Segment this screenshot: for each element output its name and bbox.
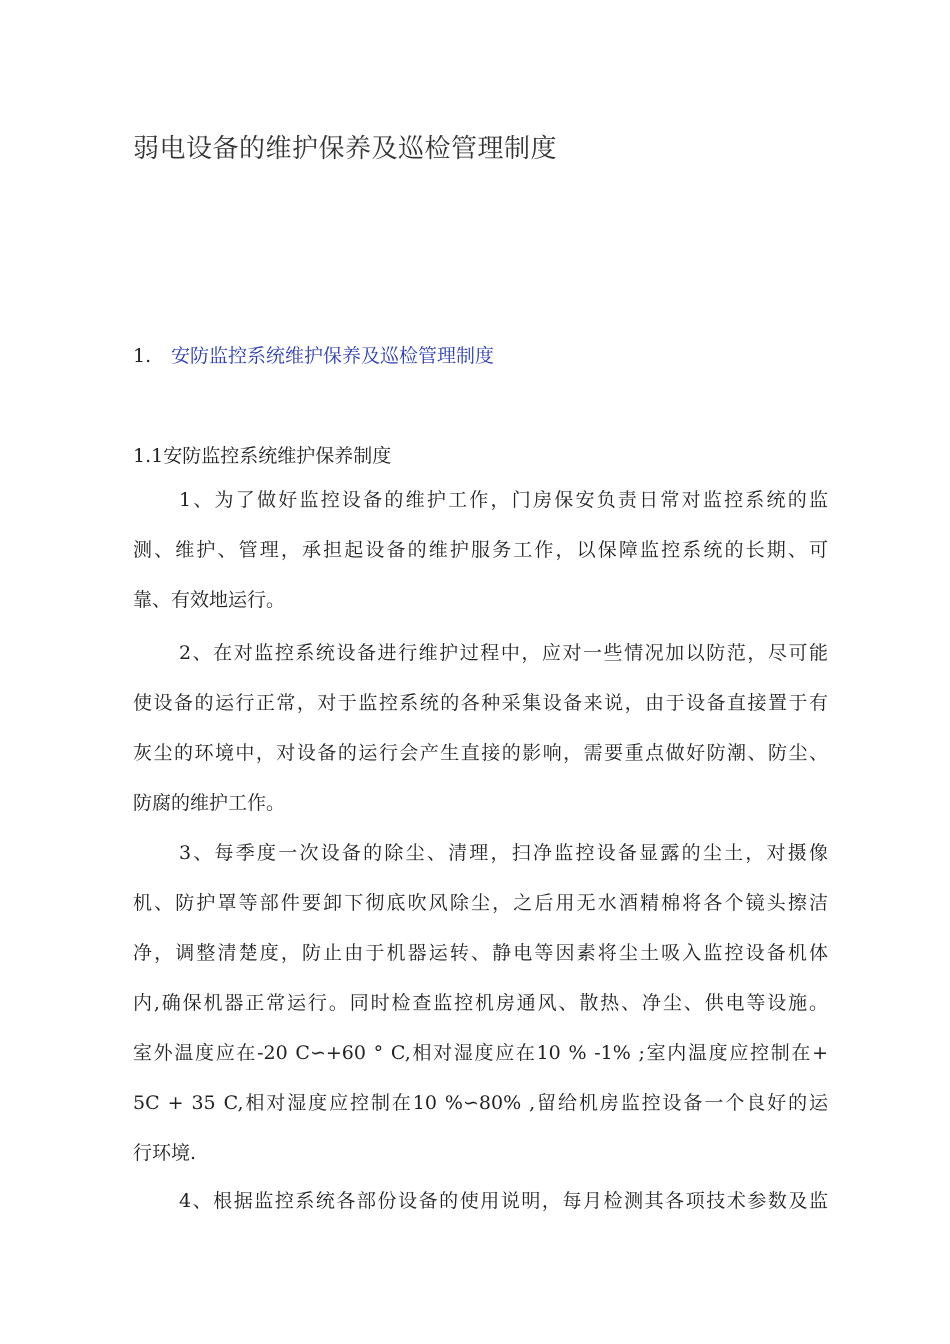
paragraph-line: 1、为了做好监控设备的维护工作，门房保安负责日常对监控系统的监: [179, 489, 828, 511]
paragraph-2: [133, 636, 828, 836]
paragraph-line: 使设备的运行正常，对于监控系统的各种采集设备来说，由于设备直接置于有: [133, 692, 828, 714]
paragraph-line: 4、根据监控系统各部份设备的使用说明，每月检测其各项技术参数及监: [179, 1190, 828, 1212]
paragraph-line: 测、维护、管理，承担起设备的维护服务工作，以保障监控系统的长期、可: [133, 539, 828, 561]
paragraph-line: 行环境.: [133, 1142, 197, 1164]
document-title: 弱电设备的维护保养及巡检管理制度: [133, 134, 558, 164]
paragraph-line: 室外温度应在-20 C∽+60 ° C,相对湿度应在10 % -1% ;室内温度应控制在+: [133, 1042, 828, 1064]
section-heading-1: [133, 341, 494, 368]
paragraph-line: 灰尘的环境中，对设备的运行会产生直接的影响，需要重点做好防潮、防尘、: [133, 742, 828, 764]
paragraph-line: 机、防护罩等部件要卸下彻底吹风除尘，之后用无水酒精棉将各个镜头擦洁: [133, 892, 828, 914]
paragraph-line: 5C + 35 C,相对湿度应控制在10 %∽80% ,留给机房监控设备一个良好的运: [133, 1092, 828, 1114]
paragraph-3: [133, 836, 828, 1186]
paragraph-line: 靠、有效地运行。: [133, 589, 286, 611]
section-number: 1.: [133, 345, 152, 367]
section-title-link[interactable]: 安防监控系统维护保养及巡检管理制度: [171, 345, 495, 367]
paragraph-line: 2、在对监控系统设备进行维护过程中，应对一些情况加以防范，尽可能: [179, 642, 828, 664]
paragraph-1: [133, 483, 828, 633]
paragraph-4: [133, 1184, 828, 1234]
subsection-heading-1-1: 1.1安防监控系统维护保养制度: [133, 445, 392, 467]
paragraph-line: 防腐的维护工作。: [133, 792, 286, 814]
paragraph-line: 净，调整清楚度，防止由于机器运转、静电等因素将尘土吸入监控设备机体: [133, 942, 828, 964]
paragraph-line: 内,确保机器正常运行。同时检查监控机房通风、散热、净尘、供电等设施。: [133, 992, 828, 1014]
paragraph-line: 3、每季度一次设备的除尘、清理，扫净监控设备显露的尘土，对摄像: [179, 842, 828, 864]
